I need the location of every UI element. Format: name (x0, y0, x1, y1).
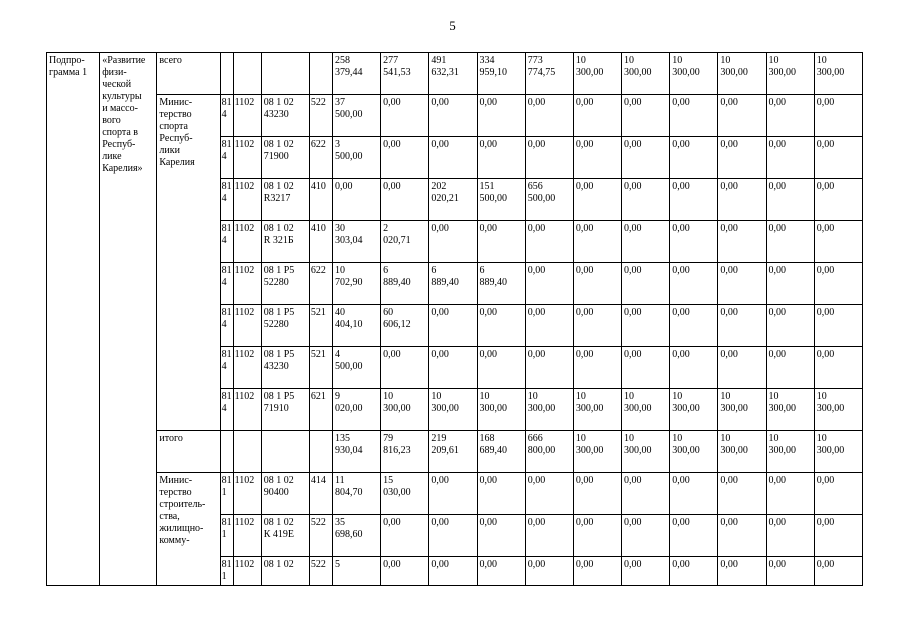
empty-cell (261, 53, 309, 95)
value-cell: 491 632,31 (429, 53, 477, 95)
program-name-cell: «Развитие физи- ческой культуры и массо- вого спорта в Респуб- лике Карелия» (100, 53, 157, 586)
vr-cell: 410 (309, 179, 332, 221)
vr-cell: 522 (309, 557, 332, 586)
value-cell: 0,00 (381, 557, 429, 586)
value-cell: 0,00 (766, 347, 814, 389)
value-cell: 35 698,60 (333, 515, 381, 557)
value-cell: 10 300,00 (381, 389, 429, 431)
value-cell: 0,00 (718, 263, 766, 305)
value-cell: 10 300,00 (814, 431, 862, 473)
value-cell: 0,00 (622, 179, 670, 221)
value-cell: 0,00 (573, 557, 621, 586)
value-cell: 0,00 (622, 557, 670, 586)
value-cell: 258 379,44 (333, 53, 381, 95)
value-cell: 135 930,04 (333, 431, 381, 473)
value-cell: 30 303,04 (333, 221, 381, 263)
value-cell: 10 300,00 (429, 389, 477, 431)
value-cell: 0,00 (766, 95, 814, 137)
csr-cell: 08 1 P5 43230 (261, 347, 309, 389)
value-cell: 0,00 (477, 95, 525, 137)
value-cell: 0,00 (381, 347, 429, 389)
value-cell: 0,00 (622, 221, 670, 263)
value-cell: 0,00 (670, 179, 718, 221)
table-row (47, 53, 863, 95)
csr-cell: 08 1 02 71900 (261, 137, 309, 179)
table-row (47, 473, 863, 515)
value-cell: 0,00 (814, 347, 862, 389)
grbs-cell: 811 (220, 557, 233, 586)
rz-cell: 1102 (233, 389, 261, 431)
value-cell: 0,00 (477, 473, 525, 515)
table-row (47, 95, 863, 137)
table-row (47, 431, 863, 473)
itogo-label-cell: итого (157, 431, 220, 473)
csr-cell: 08 1 02 (261, 557, 309, 586)
value-cell: 0,00 (429, 473, 477, 515)
value-cell: 0,00 (429, 557, 477, 586)
value-cell: 0,00 (477, 347, 525, 389)
value-cell: 0,00 (766, 557, 814, 586)
value-cell: 0,00 (670, 221, 718, 263)
value-cell: 277 541,53 (381, 53, 429, 95)
value-cell: 6 889,40 (381, 263, 429, 305)
csr-cell: 08 1 02 43230 (261, 95, 309, 137)
value-cell: 0,00 (333, 179, 381, 221)
rz-cell: 1102 (233, 179, 261, 221)
value-cell: 168 689,40 (477, 431, 525, 473)
value-cell: 9 020,00 (333, 389, 381, 431)
value-cell: 0,00 (814, 95, 862, 137)
value-cell: 0,00 (718, 557, 766, 586)
value-cell: 2 020,71 (381, 221, 429, 263)
empty-cell (261, 431, 309, 473)
value-cell: 0,00 (525, 263, 573, 305)
value-cell: 0,00 (670, 263, 718, 305)
value-cell: 0,00 (622, 137, 670, 179)
value-cell: 334 959,10 (477, 53, 525, 95)
value-cell: 10 300,00 (573, 431, 621, 473)
value-cell: 0,00 (525, 305, 573, 347)
grbs-cell: 814 (220, 305, 233, 347)
total-label-cell: всего (157, 53, 220, 95)
value-cell: 10 300,00 (670, 389, 718, 431)
rz-cell: 1102 (233, 515, 261, 557)
value-cell: 10 300,00 (814, 53, 862, 95)
value-cell: 40 404,10 (333, 305, 381, 347)
value-cell: 10 702,90 (333, 263, 381, 305)
value-cell: 10 300,00 (622, 389, 670, 431)
vr-cell: 522 (309, 515, 332, 557)
value-cell: 0,00 (573, 305, 621, 347)
rz-cell: 1102 (233, 221, 261, 263)
rz-cell: 1102 (233, 473, 261, 515)
value-cell: 0,00 (814, 305, 862, 347)
value-cell: 0,00 (766, 305, 814, 347)
value-cell: 3 500,00 (333, 137, 381, 179)
value-cell: 0,00 (573, 473, 621, 515)
value-cell: 0,00 (814, 473, 862, 515)
value-cell: 0,00 (814, 263, 862, 305)
value-cell: 10 300,00 (622, 431, 670, 473)
value-cell: 0,00 (429, 221, 477, 263)
value-cell: 0,00 (766, 263, 814, 305)
vr-cell: 521 (309, 305, 332, 347)
value-cell: 0,00 (429, 305, 477, 347)
vr-cell: 521 (309, 347, 332, 389)
value-cell: 0,00 (718, 95, 766, 137)
value-cell: 0,00 (766, 221, 814, 263)
value-cell: 0,00 (718, 179, 766, 221)
value-cell: 0,00 (381, 137, 429, 179)
value-cell: 5 (333, 557, 381, 586)
budget-table (46, 52, 863, 586)
value-cell: 0,00 (622, 515, 670, 557)
empty-cell (233, 431, 261, 473)
value-cell: 0,00 (814, 137, 862, 179)
value-cell: 0,00 (670, 473, 718, 515)
grbs-cell: 814 (220, 95, 233, 137)
executor-cell-sport: Минис- терство спорта Респуб- лики Карелия (157, 95, 220, 431)
value-cell: 0,00 (525, 473, 573, 515)
vr-cell: 621 (309, 389, 332, 431)
vr-cell: 410 (309, 221, 332, 263)
grbs-cell: 811 (220, 473, 233, 515)
grbs-cell: 814 (220, 389, 233, 431)
value-cell: 0,00 (573, 263, 621, 305)
value-cell: 0,00 (622, 473, 670, 515)
value-cell: 10 300,00 (718, 431, 766, 473)
value-cell: 0,00 (622, 95, 670, 137)
value-cell: 0,00 (525, 515, 573, 557)
grbs-cell: 814 (220, 347, 233, 389)
value-cell: 773 774,75 (525, 53, 573, 95)
value-cell: 0,00 (670, 515, 718, 557)
value-cell: 656 500,00 (525, 179, 573, 221)
grbs-cell: 811 (220, 515, 233, 557)
csr-cell: 08 1 P5 52280 (261, 305, 309, 347)
value-cell: 0,00 (573, 221, 621, 263)
rz-cell: 1102 (233, 305, 261, 347)
csr-cell: 08 1 02 К 419Е (261, 515, 309, 557)
value-cell: 0,00 (814, 557, 862, 586)
value-cell: 0,00 (622, 305, 670, 347)
value-cell: 10 300,00 (670, 431, 718, 473)
value-cell: 0,00 (429, 347, 477, 389)
vr-cell: 622 (309, 263, 332, 305)
value-cell: 0,00 (670, 137, 718, 179)
value-cell: 10 300,00 (525, 389, 573, 431)
value-cell: 10 300,00 (814, 389, 862, 431)
value-cell: 0,00 (381, 95, 429, 137)
value-cell: 0,00 (766, 515, 814, 557)
value-cell: 10 300,00 (766, 389, 814, 431)
value-cell: 0,00 (766, 179, 814, 221)
value-cell: 0,00 (429, 137, 477, 179)
value-cell: 0,00 (814, 179, 862, 221)
csr-cell: 08 1 P5 71910 (261, 389, 309, 431)
value-cell: 6 889,40 (477, 263, 525, 305)
value-cell: 0,00 (525, 221, 573, 263)
value-cell: 666 800,00 (525, 431, 573, 473)
empty-cell (233, 53, 261, 95)
value-cell: 0,00 (477, 221, 525, 263)
rz-cell: 1102 (233, 137, 261, 179)
value-cell: 0,00 (573, 137, 621, 179)
grbs-cell: 814 (220, 221, 233, 263)
value-cell: 0,00 (477, 515, 525, 557)
csr-cell: 08 1 02 90400 (261, 473, 309, 515)
value-cell: 0,00 (525, 557, 573, 586)
value-cell: 0,00 (573, 515, 621, 557)
value-cell: 0,00 (381, 515, 429, 557)
grbs-cell: 814 (220, 137, 233, 179)
value-cell: 0,00 (766, 473, 814, 515)
value-cell: 11 804,70 (333, 473, 381, 515)
rz-cell: 1102 (233, 95, 261, 137)
value-cell: 60 606,12 (381, 305, 429, 347)
rz-cell: 1102 (233, 557, 261, 586)
value-cell: 0,00 (525, 137, 573, 179)
value-cell: 0,00 (477, 557, 525, 586)
value-cell: 79 816,23 (381, 431, 429, 473)
vr-cell: 522 (309, 95, 332, 137)
executor-cell-construction: Минис- терство строитель- ства, жилищно- комму- (157, 473, 220, 586)
empty-cell (220, 53, 233, 95)
value-cell: 0,00 (429, 515, 477, 557)
value-cell: 0,00 (622, 263, 670, 305)
value-cell: 4 500,00 (333, 347, 381, 389)
empty-cell (309, 431, 332, 473)
grbs-cell: 814 (220, 263, 233, 305)
value-cell: 0,00 (525, 347, 573, 389)
value-cell: 0,00 (477, 305, 525, 347)
rz-cell: 1102 (233, 347, 261, 389)
value-cell: 0,00 (477, 137, 525, 179)
rz-cell: 1102 (233, 263, 261, 305)
value-cell: 202 020,21 (429, 179, 477, 221)
value-cell: 219 209,61 (429, 431, 477, 473)
value-cell: 151 500,00 (477, 179, 525, 221)
value-cell: 0,00 (718, 473, 766, 515)
value-cell: 37 500,00 (333, 95, 381, 137)
vr-cell: 414 (309, 473, 332, 515)
value-cell: 0,00 (381, 179, 429, 221)
value-cell: 10 300,00 (766, 431, 814, 473)
csr-cell: 08 1 02 R 321Б (261, 221, 309, 263)
value-cell: 0,00 (670, 305, 718, 347)
value-cell: 0,00 (814, 221, 862, 263)
value-cell: 10 300,00 (718, 389, 766, 431)
value-cell: 0,00 (718, 347, 766, 389)
value-cell: 0,00 (573, 179, 621, 221)
csr-cell: 08 1 P5 52280 (261, 263, 309, 305)
empty-cell (309, 53, 332, 95)
value-cell: 0,00 (622, 347, 670, 389)
value-cell: 10 300,00 (622, 53, 670, 95)
value-cell: 0,00 (718, 221, 766, 263)
page-number: 5 (449, 18, 456, 33)
vr-cell: 622 (309, 137, 332, 179)
value-cell: 6 889,40 (429, 263, 477, 305)
csr-cell: 08 1 02 R3217 (261, 179, 309, 221)
value-cell: 0,00 (573, 347, 621, 389)
value-cell: 10 300,00 (477, 389, 525, 431)
value-cell: 0,00 (525, 95, 573, 137)
value-cell: 0,00 (814, 515, 862, 557)
program-label-cell: Подпро- грамма 1 (47, 53, 100, 586)
value-cell: 0,00 (573, 95, 621, 137)
grbs-cell: 814 (220, 179, 233, 221)
value-cell: 0,00 (670, 95, 718, 137)
value-cell: 0,00 (670, 557, 718, 586)
value-cell: 0,00 (429, 95, 477, 137)
value-cell: 0,00 (718, 137, 766, 179)
value-cell: 15 030,00 (381, 473, 429, 515)
value-cell: 10 300,00 (573, 53, 621, 95)
value-cell: 0,00 (766, 137, 814, 179)
value-cell: 0,00 (670, 347, 718, 389)
value-cell: 10 300,00 (766, 53, 814, 95)
value-cell: 10 300,00 (670, 53, 718, 95)
empty-cell (220, 431, 233, 473)
value-cell: 10 300,00 (718, 53, 766, 95)
value-cell: 10 300,00 (573, 389, 621, 431)
value-cell: 0,00 (718, 305, 766, 347)
value-cell: 0,00 (718, 515, 766, 557)
